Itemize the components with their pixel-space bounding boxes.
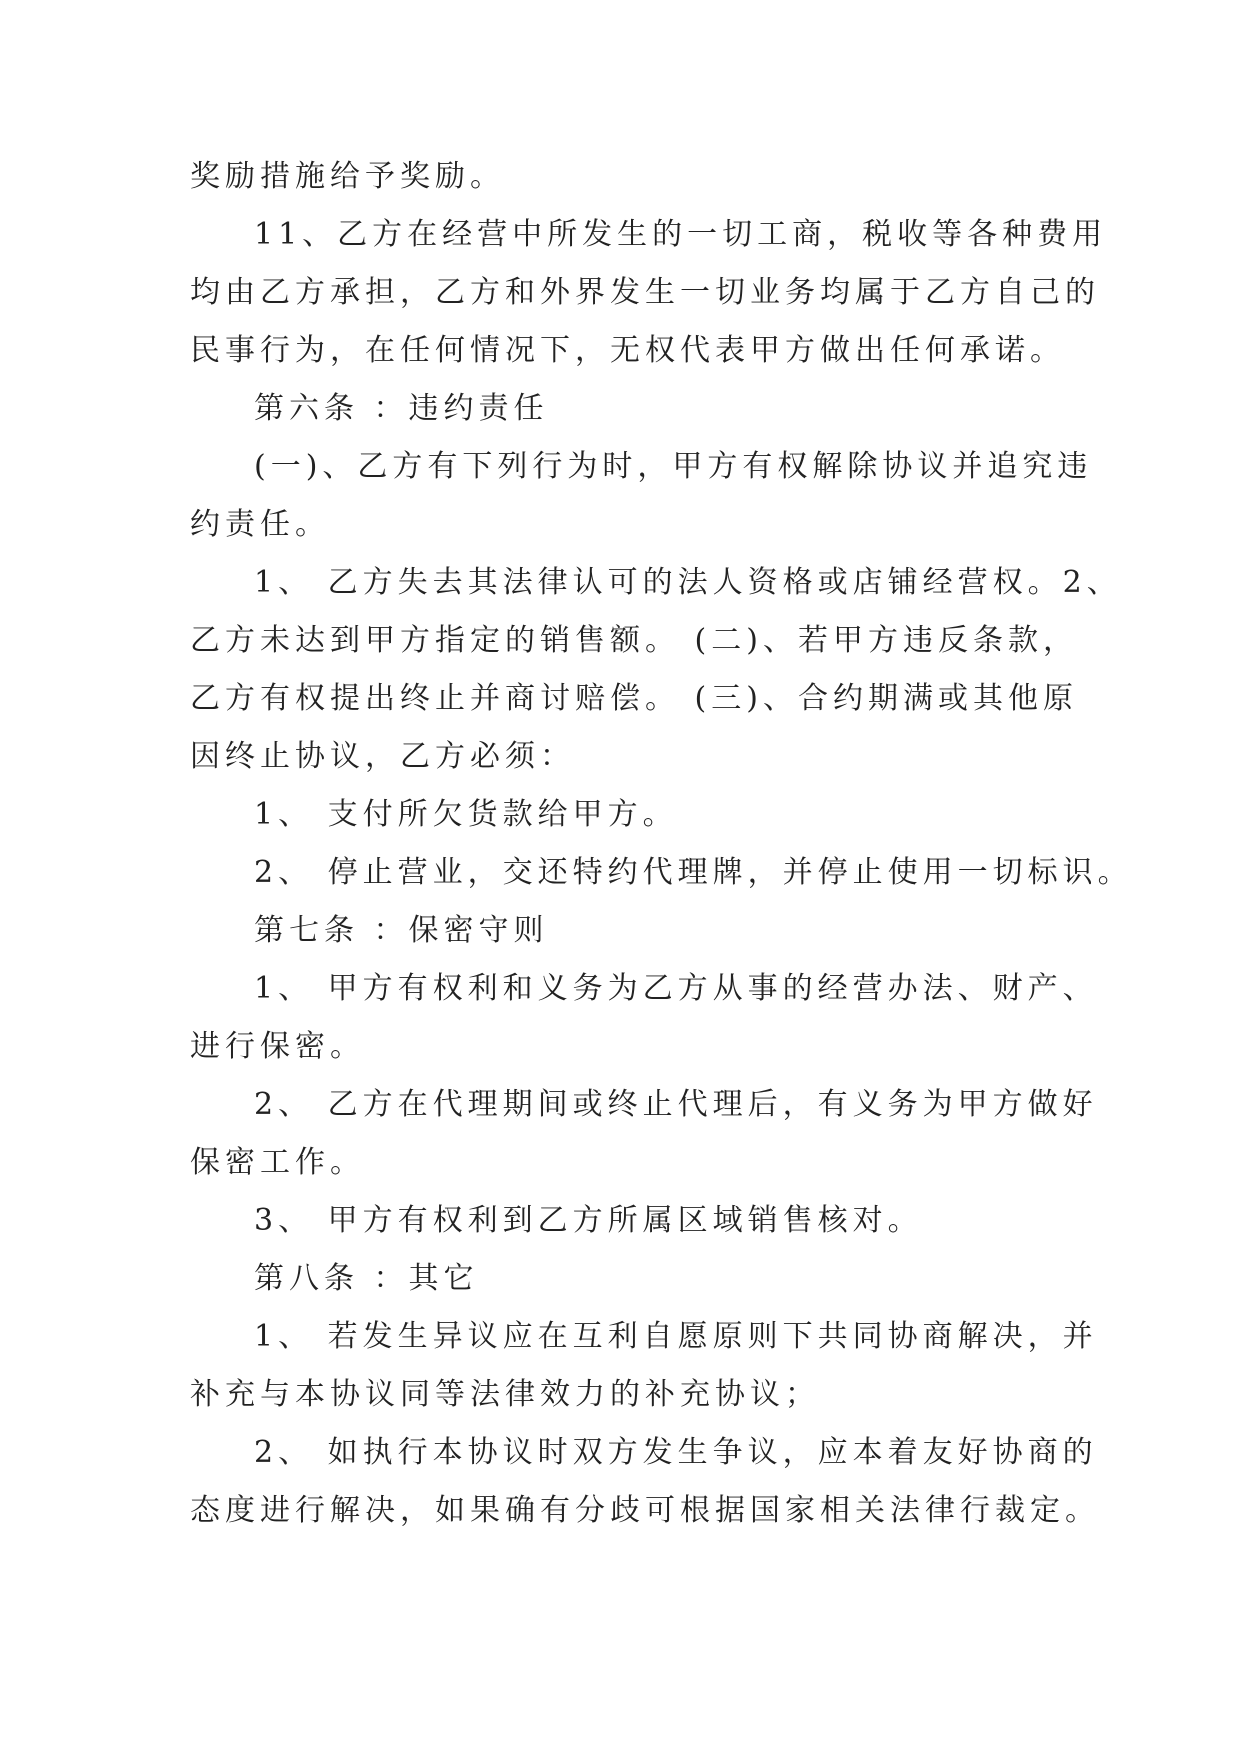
document-body	[190, 148, 1133, 1540]
text-line: 乙方未达到甲方指定的销售额。 (二)、若甲方违反条款，	[190, 623, 1078, 658]
text-line: 1、 若发生异议应在互利自愿原则下共同协商解决，并	[254, 1319, 1098, 1354]
text-line: 第六条 ：违约责任	[254, 391, 549, 426]
text-line: 均由乙方承担，乙方和外界发生一切业务均属于乙方自己的	[190, 275, 1100, 310]
text-line: 第七条 ：保密守则	[254, 913, 549, 948]
text-line: 1、 甲方有权利和义务为乙方从事的经营办法、财产、	[254, 971, 1098, 1006]
text-line: 乙方有权提出终止并商讨赔偿。 (三)、合约期满或其他原	[190, 681, 1078, 716]
text-line: 1、 乙方失去其法律认可的法人资格或店铺经营权。2、	[254, 565, 1122, 600]
text-line: 11、乙方在经营中所发生的一切工商，税收等各种费用	[254, 217, 1108, 252]
text-line: (一)、乙方有下列行为时，甲方有权解除协议并追究违	[254, 449, 1093, 484]
text-line: 因终止协议，乙方必须：	[190, 739, 575, 774]
text-line: 补充与本协议同等法律效力的补充协议；	[190, 1377, 820, 1412]
text-line: 进行保密。	[190, 1029, 365, 1064]
text-line: 1、 支付所欠货款给甲方。	[254, 797, 678, 832]
text-line: 第八条 ：其它	[254, 1261, 479, 1296]
text-line: 2、 如执行本协议时双方发生争议，应本着友好协商的	[254, 1435, 1098, 1470]
text-line: 约责任。	[190, 507, 330, 542]
text-line: 民事行为，在任何情况下，无权代表甲方做出任何承诺。	[190, 333, 1065, 368]
text-line: 保密工作。	[190, 1145, 365, 1180]
text-line: 2、 乙方在代理期间或终止代理后，有义务为甲方做好	[254, 1087, 1098, 1122]
text-line: 奖励措施给予奖励。	[190, 159, 505, 194]
text-line: 3、 甲方有权利到乙方所属区域销售核对。	[254, 1203, 923, 1238]
text-line: 态度进行解决，如果确有分歧可根据国家相关法律行裁定。	[190, 1493, 1100, 1528]
text-line: 2、 停止营业，交还特约代理牌，并停止使用一切标识。	[254, 855, 1133, 890]
